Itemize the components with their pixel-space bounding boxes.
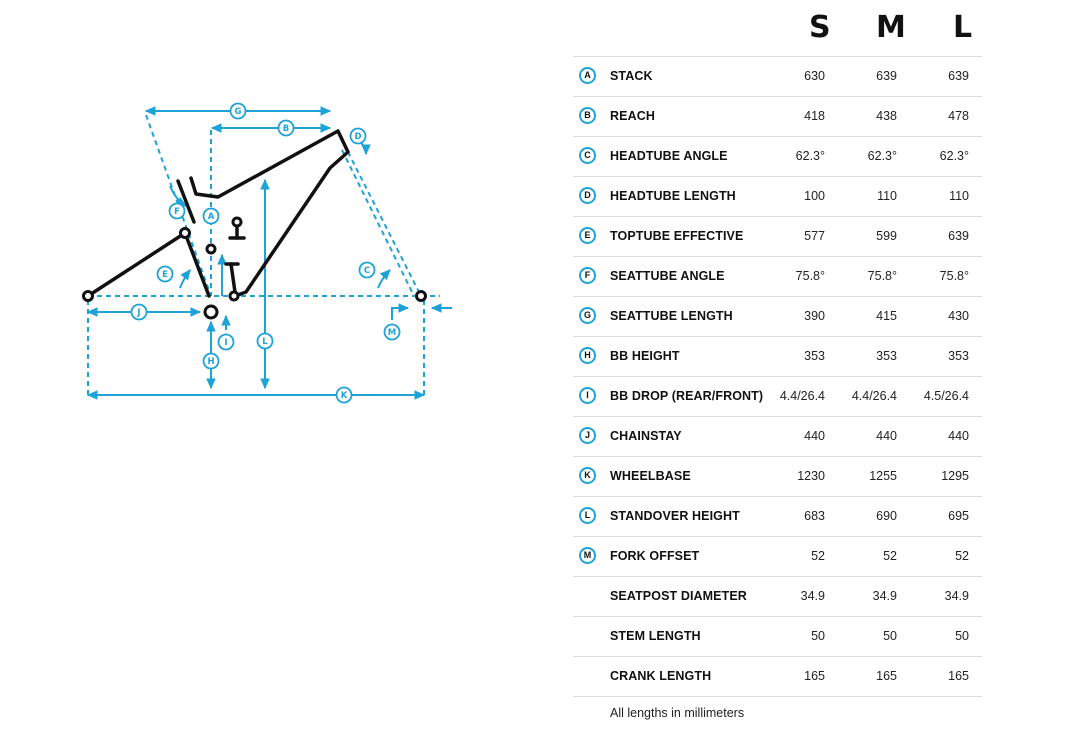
dimension-letter-badge: K (579, 467, 596, 484)
measurement-name: STANDOVER HEIGHT (610, 509, 740, 523)
size-l-header: L (953, 10, 972, 45)
dimension-letter-badge: M (579, 547, 596, 564)
geometry-row (573, 617, 982, 657)
value-size-s: 100 (804, 189, 825, 203)
measurement-name: BB DROP (REAR/FRONT) (610, 389, 764, 403)
geometry-row (573, 337, 982, 377)
dimension-letter-badge: L (579, 507, 596, 524)
dimension-letter-badge: C (579, 147, 596, 164)
size-s-header: S (809, 10, 830, 45)
measurement-name: CHAINSTAY (610, 429, 682, 443)
value-size-m: 50 (883, 629, 897, 643)
dimension-lines (88, 111, 452, 395)
value-size-l: 52 (955, 549, 969, 563)
measurement-name: REACH (610, 109, 655, 123)
measurement-name: SEATTUBE LENGTH (610, 309, 733, 323)
value-size-s: 1230 (797, 469, 825, 483)
value-size-l: 695 (948, 509, 969, 523)
geometry-row (573, 97, 982, 137)
value-size-l: 353 (948, 349, 969, 363)
dimension-letter-badge: A (579, 67, 596, 84)
value-size-l: 75.8° (939, 269, 969, 283)
dimension-letter-badge: H (579, 347, 596, 364)
value-size-m: 438 (876, 109, 897, 123)
value-size-m: 353 (876, 349, 897, 363)
value-size-m: 440 (876, 429, 897, 443)
measurement-name: HEADTUBE LENGTH (610, 189, 736, 203)
value-size-l: 430 (948, 309, 969, 323)
geometry-table (573, 0, 982, 697)
geometry-row (573, 657, 982, 697)
measurement-name: CRANK LENGTH (610, 669, 712, 683)
value-size-l: 440 (948, 429, 969, 443)
geometry-row (573, 417, 982, 457)
value-size-l: 4.5/26.4 (923, 389, 969, 403)
value-size-s: 165 (804, 669, 825, 683)
value-size-l: 165 (948, 669, 969, 683)
frame-drawing (70, 90, 470, 420)
value-size-m: 75.8° (867, 269, 897, 283)
measurement-name: BB HEIGHT (610, 349, 680, 363)
measurement-name: STACK (610, 69, 653, 83)
value-size-m: 1255 (869, 469, 897, 483)
value-size-s: 418 (804, 109, 825, 123)
label-text-c: C (363, 266, 371, 276)
geometry-row (573, 137, 982, 177)
value-size-m: 52 (883, 549, 897, 563)
value-size-s: 62.3° (795, 149, 825, 163)
value-size-l: 478 (948, 109, 969, 123)
value-size-s: 353 (804, 349, 825, 363)
value-size-m: 110 (877, 189, 897, 203)
dimension-letter-badge: G (579, 307, 596, 324)
geometry-row (573, 257, 982, 297)
value-size-s: 440 (804, 429, 825, 443)
label-text-b: B (282, 124, 290, 134)
dimension-letter-badge: I (579, 387, 596, 404)
value-size-l: 110 (949, 189, 969, 203)
geometry-row (573, 497, 982, 537)
measurement-name: SEATTUBE ANGLE (610, 269, 725, 283)
size-header (573, 0, 982, 57)
measurement-name: FORK OFFSET (610, 549, 700, 563)
value-size-m: 62.3° (867, 149, 897, 163)
geometry-row (573, 457, 982, 497)
value-size-m: 415 (876, 309, 897, 323)
label-text-j: J (137, 308, 141, 318)
measurement-name: STEM LENGTH (610, 629, 701, 643)
label-text-e: E (162, 270, 168, 280)
label-text-h: H (207, 357, 215, 367)
geometry-row (573, 217, 982, 257)
label-text-m: M (387, 328, 397, 338)
value-size-l: 1295 (941, 469, 969, 483)
dimension-letter-badge: J (579, 427, 596, 444)
dimension-letter-badge: B (579, 107, 596, 124)
geometry-row (573, 577, 982, 617)
units-note: All lengths in millimeters (610, 706, 745, 720)
value-size-l: 50 (955, 629, 969, 643)
value-size-s: 683 (804, 509, 825, 523)
label-text-d: D (354, 132, 362, 142)
dimension-letter-badge: D (579, 187, 596, 204)
measurement-name: WHEELBASE (610, 469, 691, 483)
label-text-g: G (234, 107, 242, 117)
label-text-k: K (340, 391, 348, 401)
value-size-m: 690 (876, 509, 897, 523)
geometry-row (573, 537, 982, 577)
measurement-name: HEADTUBE ANGLE (610, 149, 728, 163)
label-text-f: F (174, 207, 180, 217)
geometry-row (573, 377, 982, 417)
value-size-s: 75.8° (795, 269, 825, 283)
label-text-a: A (207, 212, 215, 222)
value-size-s: 52 (811, 549, 825, 563)
value-size-l: 639 (948, 69, 969, 83)
measurement-name: TOPTUBE EFFECTIVE (610, 229, 744, 243)
value-size-s: 390 (804, 309, 825, 323)
value-size-s: 4.4/26.4 (779, 389, 825, 403)
geometry-row (573, 297, 982, 337)
value-size-s: 50 (811, 629, 825, 643)
dimension-letter-badge: F (579, 267, 596, 284)
value-size-s: 577 (804, 229, 825, 243)
dimension-letter-badge: E (579, 227, 596, 244)
value-size-l: 62.3° (939, 149, 969, 163)
size-m-header: M (876, 10, 905, 45)
measurement-name: SEATPOST DIAMETER (610, 589, 747, 603)
label-text-i: I (224, 338, 228, 348)
value-size-m: 639 (876, 69, 897, 83)
value-size-m: 4.4/26.4 (851, 389, 897, 403)
value-size-l: 34.9 (944, 589, 969, 603)
value-size-m: 34.9 (872, 589, 897, 603)
geometry-row (573, 177, 982, 217)
value-size-m: 165 (876, 669, 897, 683)
geometry-row (573, 57, 982, 97)
geometry-rows (573, 57, 982, 697)
value-size-s: 630 (804, 69, 825, 83)
geometry-diagram (70, 90, 470, 420)
label-text-l: L (262, 337, 268, 347)
value-size-s: 34.9 (800, 589, 825, 603)
value-size-m: 599 (876, 229, 897, 243)
value-size-l: 639 (948, 229, 969, 243)
